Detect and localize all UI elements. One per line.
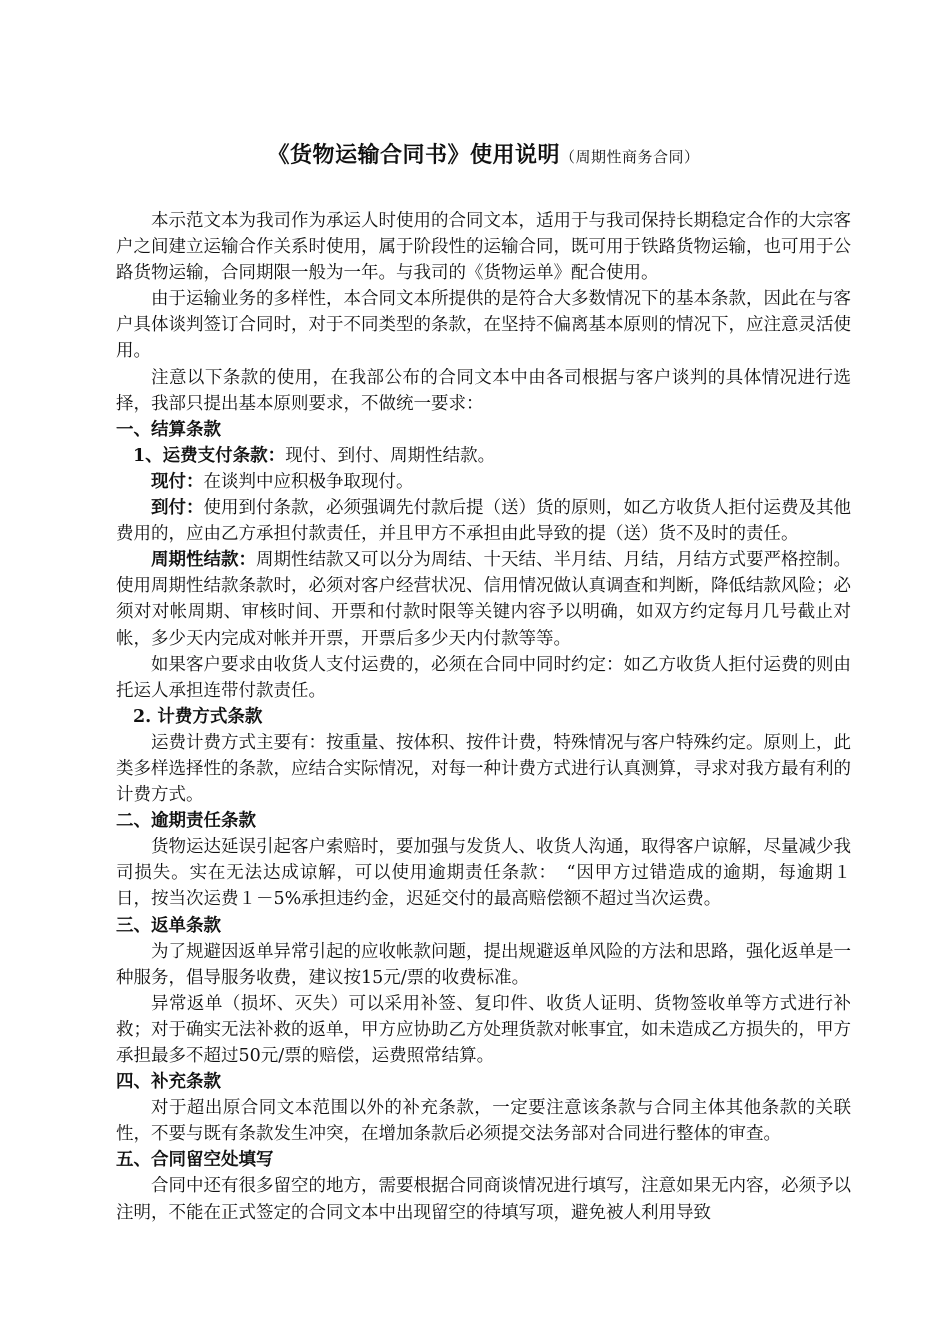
clause-daofu <box>116 495 851 547</box>
section-heading-blank-fill: 五、合同留空处填写 <box>116 1150 274 1171</box>
clause-note: 如果客户要求由收货人支付运费的，必须在合同中同时约定：如乙方收货人拒付运费的则由托运人承担连带付款责任。 <box>116 654 851 701</box>
item-billing-method-label: 2. 计费方式条款 <box>133 706 263 727</box>
return-paragraph-1: 为了规避因返单异常引起的应收帐款问题，提出规避返单风险的方法和思路，强化返单是一种服务，倡导服务收费，建议按15元/票的收费标准。 <box>116 941 851 988</box>
clause-periodic-text: 周期性结款又可以分为周结、十天结、半月结、月结，月结方式要严格控制。使用周期性结款条款时，必须对客户经营状况、信用情况做认真调查和判断，降低结款风险；必须对对帐周期、审核时间、开票和付款时限等关键内容予以明确，如双方约定每月几号截止对帐，多少天内完成对帐并开票，开票后多少天内付款等等。 <box>116 550 851 649</box>
document-page <box>116 138 851 1226</box>
clause-xianfu <box>116 469 851 495</box>
clause-daofu-label: 到付： <box>151 498 204 519</box>
clause-periodic <box>116 547 851 651</box>
clause-daofu-text: 使用到付条款，必须强调先付款后提（送）货的原则，如乙方收货人拒付运费及其他费用的，应由乙方承担付款责任，并且甲方不承担由此导致的提（送）货不及时的责任。 <box>116 498 851 545</box>
intro-paragraph-1: 本示范文本为我司作为承运人时使用的合同文本，适用于与我司保持长期稳定合作的大宗客户之间建立运输合作关系时使用，属于阶段性的运输合同，既可用于铁路货物运输，也可用于公路货物运输，合同期限一般为一年。与我司的《货物运单》配合使用。 <box>116 211 851 284</box>
intro-paragraph-3: 注意以下条款的使用，在我部公布的合同文本中由各司根据与客户谈判的具体情况进行选择，我部只提出基本原则要求，不做统一要求： <box>116 367 851 414</box>
section-heading-supplementary: 四、补充条款 <box>116 1072 221 1093</box>
item-billing-method-text: 运费计费方式主要有：按重量、按体积、按件计费，特殊情况与客户特殊约定。原则上，此类多样选择性的条款，应结合实际情况，对每一种计费方式进行认真测算，寻求对我方最有利的计费方式。 <box>116 732 851 806</box>
section-heading-return: 三、返单条款 <box>116 915 221 936</box>
supplementary-text: 对于超出原合同文本范围以外的补充条款，一定要注意该条款与合同主体其他条款的关联性，不要与既有条款发生冲突，在增加条款后必须提交法务部对合同进行整体的审查。 <box>116 1098 851 1145</box>
clause-xianfu-text: 在谈判中应积极争取现付。 <box>203 471 414 492</box>
item-billing-method <box>116 704 851 730</box>
title-main: 《货物运输合同书》使用说明 <box>267 142 560 168</box>
title-sub: （周期性商务合同） <box>560 148 700 166</box>
item-freight-payment-label: 1、运费支付条款： <box>133 445 286 466</box>
document-title <box>116 138 851 174</box>
section-heading-overdue: 二、逾期责任条款 <box>116 811 256 832</box>
intro-paragraph-2: 由于运输业务的多样性，本合同文本所提供的是符合大多数情况下的基本条款，因此在与客户具体谈判签订合同时，对于不同类型的条款，在坚持不偏离基本原则的情况下，应注意灵活使用。 <box>116 289 851 362</box>
clause-xianfu-label: 现付： <box>151 471 204 492</box>
return-paragraph-2: 异常返单（损坏、灭失）可以采用补签、复印件、收货人证明、货物签收单等方式进行补救；对于确实无法补救的返单，甲方应协助乙方处理货款对帐事宜，如未造成乙方损失的，甲方承担最多不超过50元/票的赔偿，运费照常结算。 <box>116 993 851 1066</box>
item-freight-payment-text: 现付、到付、周期性结款。 <box>285 445 496 466</box>
item-freight-payment <box>116 443 851 469</box>
clause-periodic-label: 周期性结款： <box>151 550 256 571</box>
overdue-text: 货物运达延误引起客户索赔时，要加强与发货人、收货人沟通，取得客户谅解，尽量减少我司损失。实在无法达成谅解，可以使用逾期责任条款： “因甲方过错造成的逾期，每逾期１日，按当次运费１－5%承担违约金，迟延交付的最高赔偿额不超过当次运费。 <box>116 837 851 910</box>
blank-fill-text: 合同中还有很多留空的地方，需要根据合同商谈情况进行填写，注意如果无内容，必须予以注明，不能在正式签定的合同文本中出现留空的待填写项，避免被人利用导致 <box>116 1176 851 1223</box>
section-heading-settlement: 一、结算条款 <box>116 419 221 440</box>
